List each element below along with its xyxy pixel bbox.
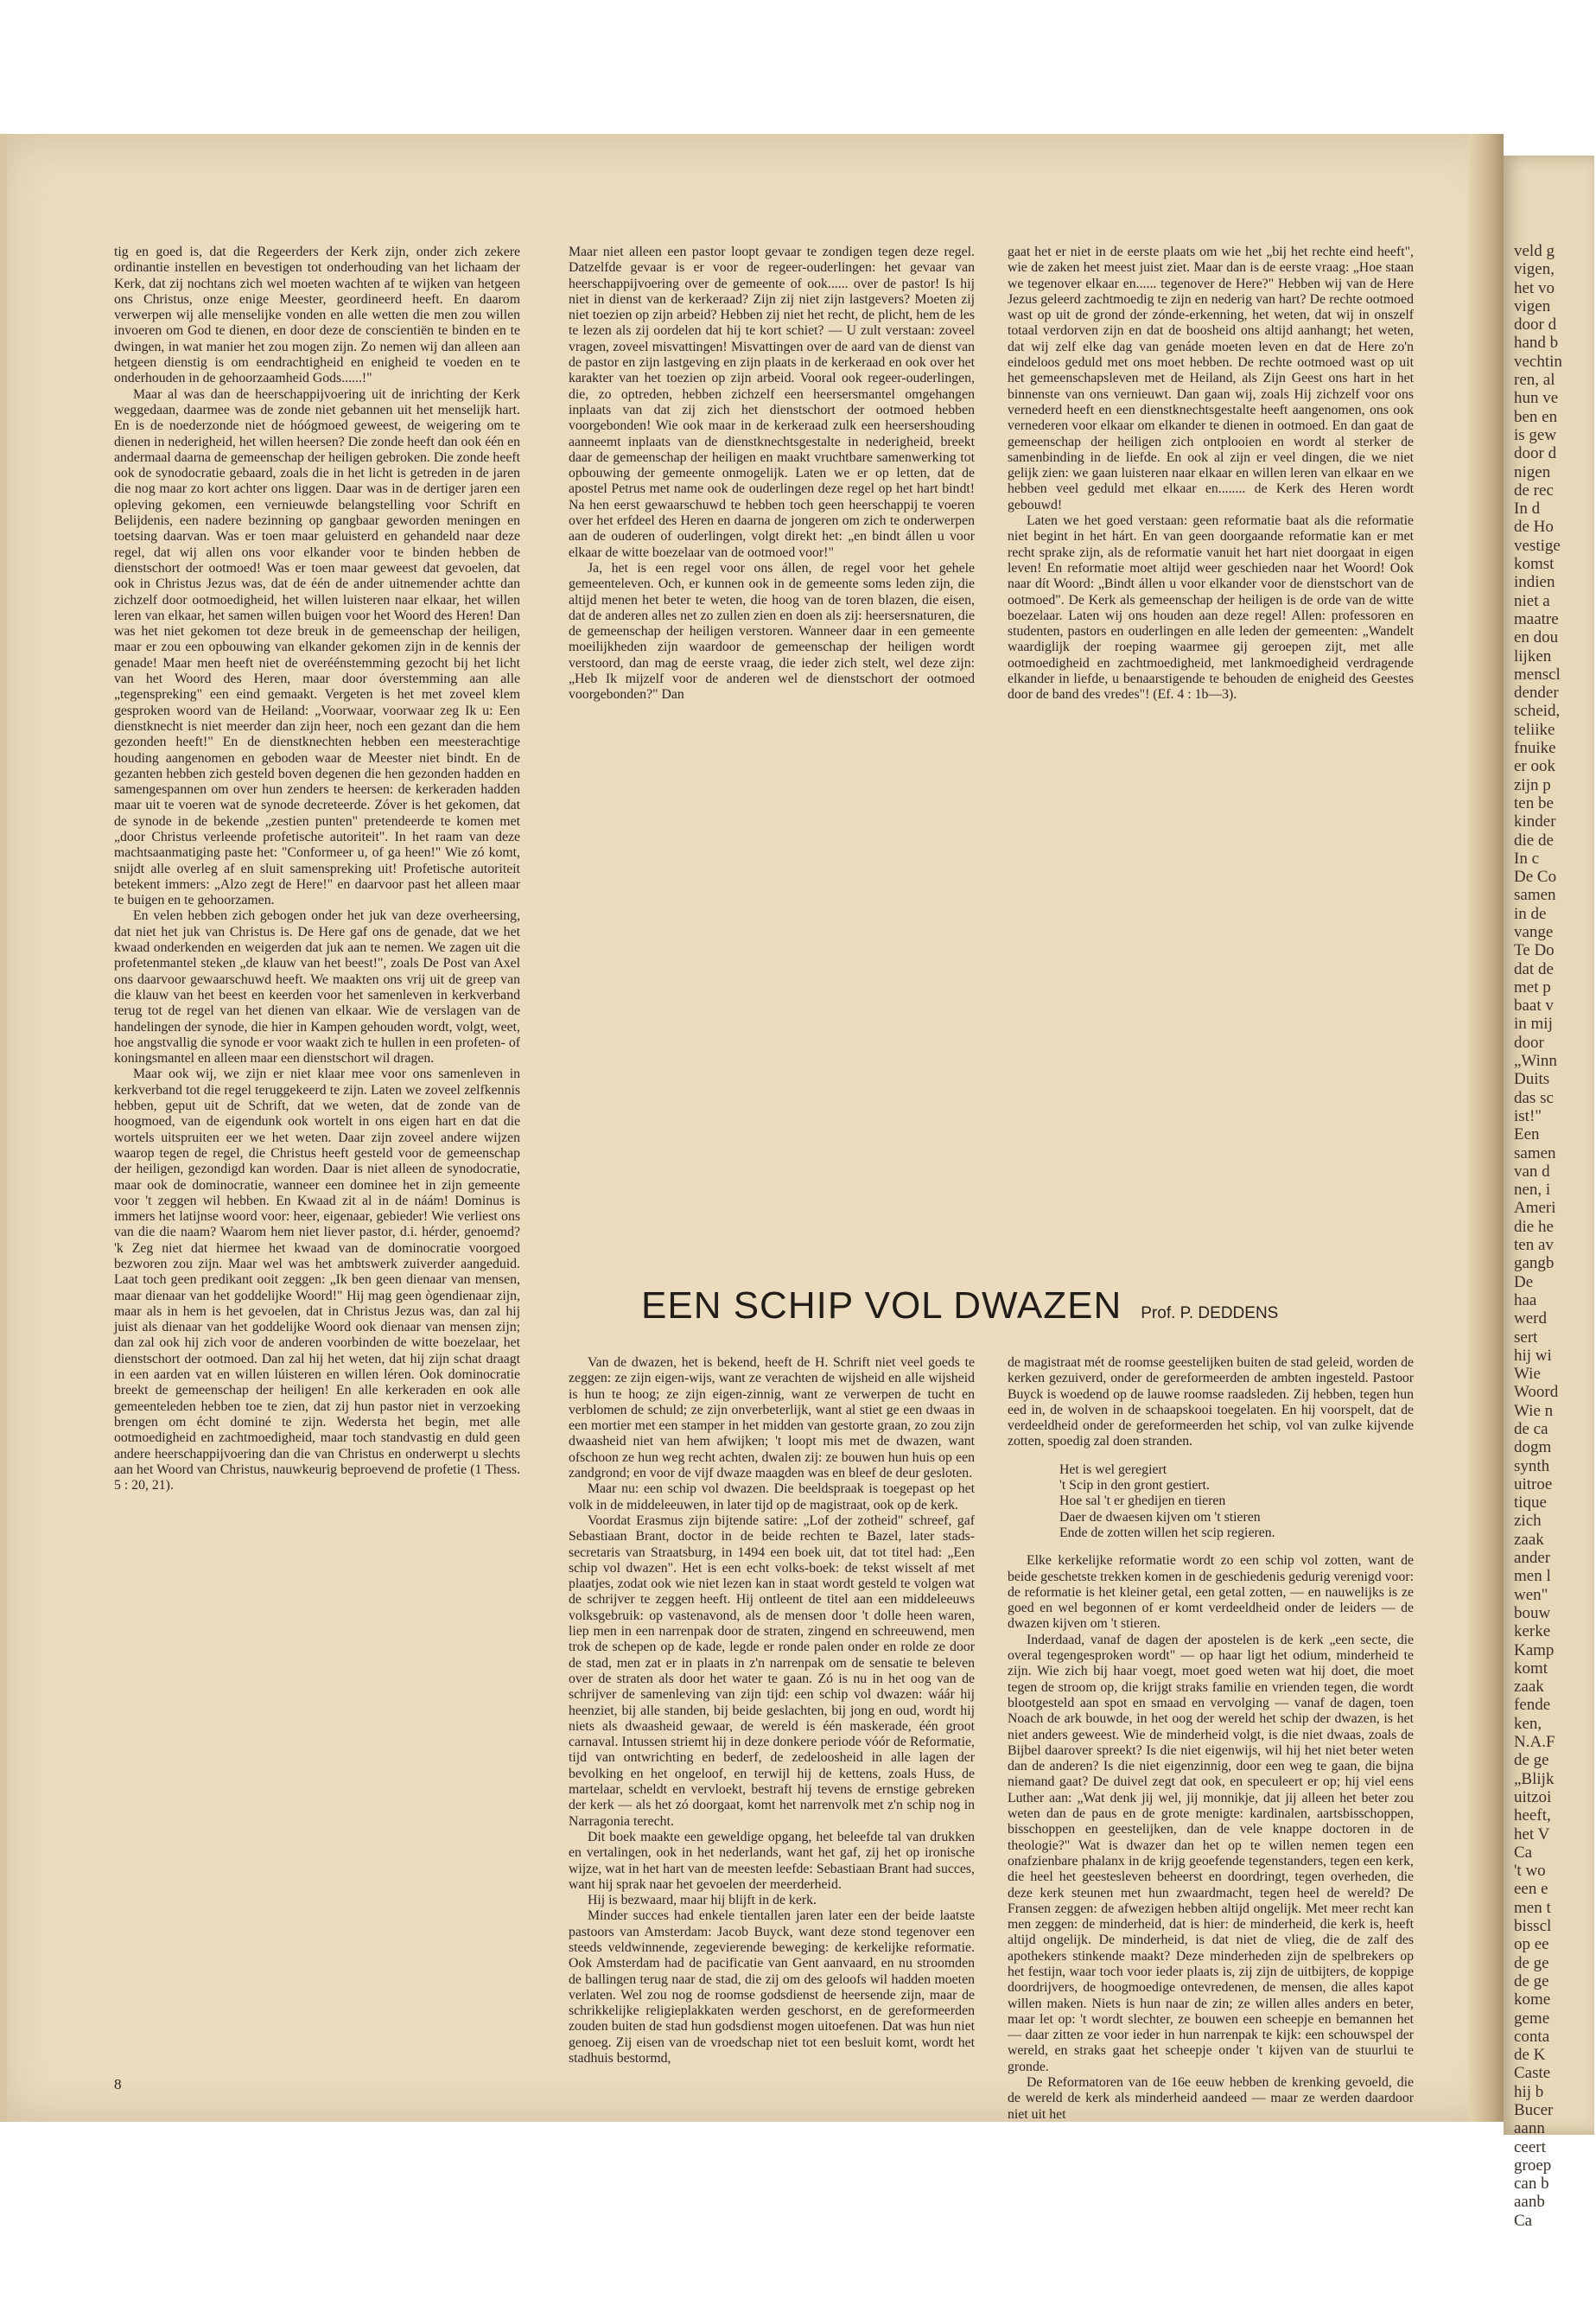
paragraph: En velen hebben zich gebogen onder het juk van deze overheersing, dat niet het juk van Christus is. De Here gaf ons de genade, dat we het kwaad onderkenden en weigerden dat juk aan te nemen. We zagen uit die profetenmantel steken „de klauw van het beest!", zoals De Post van Axel ons daarvoor gewaarschuwd heeft. We maakten ons vrij uit de greep van die klauw van het beest en keerden voor het samenleven in kerkverband terug tot de regel van het dienen van elkaar. Wie de verslagen van de handelingen der synode, die hier in Kampen gehouden wordt, volgt, weet, hoe angstvallig die synode er voor waakt zich te hullen in een profeten- of koningsmantel en alleen maar een dienstschort wil dragen. bbox=[114, 908, 520, 1067]
article-column-2 bbox=[1008, 1355, 1414, 2133]
text-fragment: De bbox=[1514, 1272, 1534, 1291]
article-header bbox=[641, 1284, 1462, 1328]
text-fragment: bouw bbox=[1514, 1603, 1551, 1622]
text-fragment: de ca bbox=[1514, 1420, 1548, 1438]
paragraph: Van de dwazen, het is bekend, heeft de H. Schrift niet veel goeds te zeggen: ze zijn eigen-wijs, want ze verachten de wijsheid en alle wijsheid is hun te hoog; ze zijn eigen-zinnig, want ze verwerpen de tucht en verblomen de schuld; ze zijn onverbeterlijk, want al stiet ge een dwaas in een mortier met een stamper in het midden van gestorte graan, zo zou zijn dwaasheid niet van hem afwijken; 't loopt mis met de dwazen, want ofschoon ze hun weg recht achten, dwalen zij: ze bouwen hun huis op een zandgrond; en voor de vijf dwaze maagden was en bleef de deur gesloten. bbox=[569, 1355, 975, 1481]
text-fragment: scheid, bbox=[1514, 702, 1561, 721]
text-fragment: Ca bbox=[1514, 1843, 1533, 1862]
poem-line: Ende de zotten willen het scip regieren. bbox=[1059, 1525, 1275, 1540]
article-column-2-text bbox=[1008, 1553, 1414, 2123]
text-fragment: niet a bbox=[1514, 591, 1550, 610]
text-fragment: dender bbox=[1514, 684, 1559, 703]
text-fragment: Een bbox=[1514, 1125, 1540, 1144]
text-fragment: men t bbox=[1514, 1898, 1551, 1917]
text-fragment: men l bbox=[1514, 1567, 1551, 1586]
paragraph: Maar niet alleen een pastor loopt gevaar te zondigen tegen deze regel. Datzelfde gevaar is er voor de regeer-ouderlingen: het gevaar van heerschappijvoering over de gemeente of ook...... over de pastor! Is hij niet in dienst van de kerkeraad? Zijn zij niet zijn lastgevers? Moeten zij niet toezien op zijn arbeid? Hebben zij niet het recht, de plicht, hem de les te lezen als zij oordelen dat hij te kort schiet? — U zult verstaan: zoveel vragen, zoveel misvattingen! Misvattingen over de aard van de dienst van de pastor en zijn lastgeving en zijn plaats in de kerkeraad en ook over het karakter van het toezien op zijn arbeid. Vooral ook regeer-ouderlingen, die, zo optreden, hebben zichzelf een heersersmantel omgehangen inplaats van dat zij zich het dienstschort der ootmoed hebben voorgebonden! Wie ook maar in de kerkeraad zulk een heersershouding aanneemt inplaats van de dienstknechtsgestalte in nederigheid, breekt daar de gemeenschap der heiligen en maakt vruchtbare samenwerking tot opbouwing der gemeente onmogelijk. Laten we er op letten, dat de apostel Petrus met name ook de ouderlingen deze regel op het hart bindt! Na hen eerst gewaarschuwd te hebben toch geen heerschappij te voeren over het erfdeel des Heren en daarna de jongeren om zich te onderwerpen aan de ouderen of ouderlingen, volgt direkt het: „en bindt állen u voor elkaar de witte boezelaar van de ootmoed voor!" bbox=[569, 245, 975, 560]
text-fragment: er ook bbox=[1514, 757, 1556, 776]
text-fragment: Woord bbox=[1514, 1383, 1559, 1402]
text-fragment: komt bbox=[1514, 1659, 1548, 1678]
text-fragment: geme bbox=[1514, 2009, 1550, 2028]
text-fragment: hij wi bbox=[1514, 1346, 1552, 1365]
text-fragment: Te Do bbox=[1514, 941, 1555, 960]
text-fragment: In c bbox=[1514, 849, 1540, 868]
text-fragment: Wie bbox=[1514, 1365, 1541, 1384]
text-fragment: Duits bbox=[1514, 1070, 1550, 1089]
text-fragment: „Winn bbox=[1514, 1052, 1557, 1071]
text-fragment: veld g bbox=[1514, 242, 1555, 260]
text-fragment: komst bbox=[1514, 555, 1555, 574]
page-edge bbox=[0, 134, 7, 2122]
text-fragment: samen bbox=[1514, 1143, 1556, 1162]
paragraph: Maar nu: een schip vol dwazen. Die beeldspraak is toegepast op het volk in de middeleeuwen, in later tijd op de magistraat, ook op de kerk. bbox=[569, 1481, 975, 1512]
text-fragment: Caste bbox=[1514, 2064, 1551, 2083]
text-fragment: maatre bbox=[1514, 609, 1559, 628]
text-fragment: wen" bbox=[1514, 1585, 1548, 1604]
paragraph: gaat het er niet in de eerste plaats om wie het „bij het rechte eind heeft", wie de zaken het meest juist ziet. Maar dan is de eerste vraag: „Hoe staan we tegenover elkaar en...... tegenover de Here?" Hebben wij van de Here Jezus geleerd zachtmoedig te zijn en nederig van hart? De rechte ootmoed wast op uit de grond der zónde-erkenning, het weten, dat wij in onszelf totaal verdorven zijn en dat de boosheid ons altijd aanhangt; het weten, dat wij zelf elke dag van genáde moeten leven en dat de Here zo'n eindeloos geduld met ons moet hebben. De rechte ootmoed wast op uit het gemeenschapsleven met de Heiland, als Zijn Geest ons hart in het binnenste van ons vernieuwt. Dan gaan wij, zoals Hij zichzelf voor ons vernederd heeft en een dienstknechtsgestalte heeft aangenomen, ons ook vernederen voor elkaar om elkander te dienen in ootmoed. En dan gaat de gemeenschap der heiligen zich ontplooien en wordt al sterker de samenbinding in de liefde. En ook al zijn er veel dingen, die we niet gelijk zien: we gaan luisteren naar elkaar en willen leren van elkaar en we hebben veel geduld met elkaar en........ de Kerk des Heren wordt gebouwd! bbox=[1008, 245, 1414, 513]
text-fragment: vechtin bbox=[1514, 352, 1562, 371]
text-fragment: werd bbox=[1514, 1309, 1547, 1328]
poem-line: Daer de dwaesen kijven om 't stieren bbox=[1059, 1509, 1261, 1525]
text-fragment: dogm bbox=[1514, 1438, 1552, 1457]
text-fragment: nigen bbox=[1514, 462, 1551, 481]
text-fragment: ceert bbox=[1514, 2137, 1546, 2156]
text-fragment: fende bbox=[1514, 1696, 1551, 1715]
article-column-1 bbox=[569, 1355, 975, 2133]
text-fragment: zich bbox=[1514, 1512, 1542, 1531]
poem bbox=[1059, 1462, 1414, 1541]
text-fragment: tique bbox=[1514, 1493, 1547, 1512]
paragraph: Dit boek maakte een geweldige opgang, het beleefde tal van drukken en vertalingen, ook in het nederlands, want het gaf, zij het op ironische wijze, wat in het hart van de meesten leefde: Sebastiaan Brant had succes, want hij sprak naar het gevoelen der meerderheid. bbox=[569, 1829, 975, 1892]
text-fragment: baat v bbox=[1514, 997, 1554, 1016]
text-fragment: de ge bbox=[1514, 1971, 1549, 1990]
text-fragment: kinder bbox=[1514, 812, 1556, 831]
text-fragment: ander bbox=[1514, 1549, 1551, 1568]
text-fragment: hun ve bbox=[1514, 389, 1559, 408]
text-fragment: conta bbox=[1514, 2027, 1550, 2046]
text-fragment: lijken bbox=[1514, 646, 1552, 666]
paragraph: Minder succes had enkele tientallen jaren later een der beide laatste pastoors van Amsterdam: Jacob Buyck, want deze stond tegenover een steeds veldwinnende, zegevierende beweging: de kerkelijke reformatie. Ook Amsterdam had de pacificatie van Gent aanvaard, en nu stroomden de ballingen terug naar de stad, die zij om des geloofs wil hadden moeten verlaten. Wel zou nog de roomse godsdienst de heersende zijn, maar de schrikkelijke religieplakkaten werden geschorst, en de gereformeerden zouden buiten de stad hun godsdienst mogen uitoefenen. Dat was hun niet genoeg. Zij eisen van de vroedschap niet tot een besluit komt, wordt het stadhuis bestormd, bbox=[569, 1908, 975, 2067]
text-fragment: groep bbox=[1514, 2156, 1552, 2175]
text-fragment: fnuike bbox=[1514, 739, 1556, 758]
paragraph: Hij is bezwaard, maar hij blijft in de kerk. bbox=[588, 1893, 817, 1908]
text-column-1 bbox=[114, 245, 520, 2077]
paragraph: Laten we het goed verstaan: geen reformatie baat als die reformatie niet begint in het hárt. En van geen doorgaande reformatie kan er met recht sprake zijn, als de reformatie vanuit het hart niet doorgaat in eigen leven! En reformatie moet altijd weer geschieden naar het Woord! Ook naar dít Woord: „Bindt állen u voor elkander voor de dienstschort van de ootmoed". De Kerk als gemeenschap der heiligen is de orde van de witte boezelaar. Laten wij ons houden aan deze regel! Allen: professoren en studenten, pastors en ouderlingen en alle leden der gemeenten: „Wandelt waardiglijk der roeping waarmee gij geroepen zijt, met alle ootmoedigheid en zachtmoedigheid, met lankmoedigheid verdragende elkander in liefde, u benaarstigende te behouden de enigheid des Geestes door de band des vredes"! (Ef. 4 : 1b—3). bbox=[1008, 513, 1414, 703]
paragraph: Maar ook wij, we zijn er niet klaar mee voor ons samenleven in kerkverband tot die regel teruggekeerd te zijn. Laten we zoveel zelfkennis hebben, geput uit de Schrift, dat we weten, dat de zonde van de hoogmoed, van de eigendunk ook wortelt in ons eigen hart en dat die wortels uitspruiten eer we het weten. Daar zijn zoveel andere wijzen waarop tegen de regel, die Christus heeft gesteld voor de gemeenschap der heiligen, gezondigd kan worden. Daar is niet alleen de synodocratie, maar ook de dominocratie, wanneer een dominee het in zijn gemeente voor 't zeggen wil hebben. En Kwaad zit al in de náám! Dominus is immers het latijnse woord voor: heer, eigenaar, gebieder! Wie verliest ons van die die naam? Waarom hem niet liever pastor, d.i. hérder, genoemd? 'k Zeg niet dat hiermee het kwaad van de dominocratie voorgoed bezworen zou zijn. Maar wel was het ambtswerk zuiverder aangeduid. Laat toch geen predikant ooit zeggen: „Ik ben geen dienaar van mensen, maar dienaar van het goddelijke Woord!" Hij mag geen ògendienaar zijn, maar als in hem is het gevoelen, dat in Christus Jezus was, dan zal hij juist als dienaar van het goddelijke Woord ook dienaar van mensen zijn; dan zal ook hij zich voor de anderen voorbinden de witte boezelaar, het dienstschort der ootmoed. Dan zal hij het weten, dat hij zijn schat draagt in een aarden vat en willen lúisteren en willen léren. Ook dominocratie breekt de gemeenschap der heiligen! En alle kerkeraden en ook alle gemeenteleden hebben toe te zien, dat zij hun pastor niet in verzoeking brengen om écht dominé te zijn. Wedersta het begin, met alle ootmoedigheid en zachtmoedigheid, maar toch standvastig en duld geen andere heerschappijvoering dan die van Christus en onderwerpt u slechts aan het Woord van Christus, nauwkeurig beproevend de profetie (1 Thess. 5 : 20, 21). bbox=[114, 1067, 520, 1493]
paragraph: Elke kerkelijke reformatie wordt zo een schip vol zotten, want de beide geschetste trekken komen in de geschiedenis gedurig verenigd voor: de reformatie is het kleiner getal, een getal zotten, — en nauwelijks is ze goed en wel begonnen of er komt verdeeldheid onder de leiders — de dwazen kijven om 't stieren. bbox=[1008, 1553, 1414, 1632]
text-fragment: zaak bbox=[1514, 1530, 1544, 1549]
article-author: Prof. P. DEDDENS bbox=[1141, 1304, 1279, 1322]
text-fragment: haa bbox=[1514, 1290, 1537, 1309]
text-column-3 bbox=[1008, 245, 1414, 1282]
text-fragment: N.A.F bbox=[1514, 1733, 1555, 1752]
text-fragment: uitroe bbox=[1514, 1474, 1553, 1493]
text-fragment: ten be bbox=[1514, 793, 1554, 812]
text-fragment: teliike bbox=[1514, 720, 1555, 739]
text-fragment: uitzoi bbox=[1514, 1787, 1552, 1806]
text-fragment: can b bbox=[1514, 2175, 1549, 2194]
text-fragment: in de bbox=[1514, 904, 1547, 923]
text-fragment: In d bbox=[1514, 500, 1541, 519]
article-title: EEN SCHIP VOL DWAZEN bbox=[641, 1284, 1122, 1327]
text-fragment: kerke bbox=[1514, 1622, 1551, 1641]
text-fragment: door d bbox=[1514, 444, 1557, 463]
text-fragment: kome bbox=[1514, 1990, 1551, 2009]
text-fragment: De Co bbox=[1514, 868, 1557, 887]
text-fragment: de ge bbox=[1514, 1751, 1549, 1770]
text-fragment: die de bbox=[1514, 831, 1554, 850]
text-fragment: Ca bbox=[1514, 2211, 1533, 2230]
text-fragment: bisscl bbox=[1514, 1917, 1552, 1936]
text-fragment: de Ho bbox=[1514, 518, 1554, 537]
text-fragment: hij b bbox=[1514, 2082, 1544, 2101]
adjacent-page bbox=[1504, 156, 1594, 2230]
text-fragment: die he bbox=[1514, 1217, 1554, 1236]
text-fragment: door bbox=[1514, 1033, 1544, 1052]
text-fragment: de K bbox=[1514, 2046, 1546, 2065]
text-fragment: Wie n bbox=[1514, 1401, 1554, 1420]
text-fragment: in mij bbox=[1514, 1015, 1553, 1034]
text-fragment: het V bbox=[1514, 1825, 1550, 1844]
paragraph: Ja, het is een regel voor ons állen, de regel voor het gehele gemeenteleven. Och, er kunnen ook in de gemeente soms leden zijn, die altijd menen het beter te weten, die hoog van de toren blazen, die eisen, dat de anderen alles net zo zullen zien en doen als zij: heersersnaturen, die de gemeenschap der heiligen verstoren. Wanneer daar in een gemeente moeilijkheden zijn waardoor de gemeenschap der heiligen wordt verstoord, dan mag de eerste vraag, die ieder zich stelt, wel deze zijn: „Heb Ik mijzelf voor de anderen wel de dienstschort der ootmoed voorgebonden?" Dan bbox=[569, 560, 975, 703]
text-fragment: gangb bbox=[1514, 1254, 1555, 1273]
poem-line: Het is wel geregiert bbox=[1059, 1462, 1167, 1477]
text-fragment: aanb bbox=[1514, 2193, 1545, 2212]
text-fragment: vigen, bbox=[1514, 260, 1555, 279]
text-fragment: op ee bbox=[1514, 1935, 1549, 1954]
paragraph: De Reformatoren van de 16e eeuw hebben de krenking gevoeld, die de wereld de kerk als minderheid aandeed — maar ze werden daardoor niet uit het bbox=[1008, 2075, 1414, 2122]
text-fragment: ren, al bbox=[1514, 371, 1555, 390]
text-fragment: ten av bbox=[1514, 1236, 1554, 1255]
text-fragment: hand b bbox=[1514, 334, 1559, 353]
paragraph: tig en goed is, dat die Regeerders der Kerk zijn, onder zich zekere ordinantie instellen en bevestigen tot onderhouding van het lichaam der Kerk, dat zij nochtans zich wel moeten wachten af te wijken van hetgeen ons Christus, onze enige Meester, geordineerd heeft. En daarom verwerpen wij alle menselijke vonden en alle wetten die men zou willen invoeren om God te dienen, en door deze de conscientiën te binden en te dwingen, in wat manier het zou mogen zijn. Zo nemen wij dan alleen aan hetgeen dienstig is om eendrachtigheid en enigheid te voeden en te onderhouden in de gehoorzaamheid Gods......!" bbox=[114, 245, 520, 386]
text-fragment: is gew bbox=[1514, 425, 1557, 444]
text-fragment: nen, i bbox=[1514, 1181, 1551, 1200]
poem-line: 't Scip in den gront gestiert. bbox=[1059, 1478, 1210, 1493]
text-fragment: een e bbox=[1514, 1880, 1548, 1899]
text-fragment: synth bbox=[1514, 1456, 1550, 1475]
text-fragment: ken, bbox=[1514, 1714, 1542, 1733]
paragraph: Inderdaad, vanaf de dagen der apostelen is de kerk „een secte, die overal tegengesproken wordt" — op haar ligt het odium, minderheid te zijn. Wie zich bij haar voegt, moet goed weten wat hij doet, die moet tegen de stroom op, die krijgt straks familie en vrienden tegen, die wordt blootgesteld aan spot en smaad en vervolging — vanaf de dagen, toen Noach de ark bouwde, in het oog der wereld het schip der dwazen, is het niet anders geweest. Wie de minderheid volgt, is die niet dwaas, zoals de Bijbel daarover spreekt? Is die niet eigenwijs, wil hij het niet beter weten dan de anderen? Is die niet eigenzinnig, door een weg te gaan, die bijna niemand gaat? De duivel zegt dat ook, en speculeert er op; hij viel eens Luther aan: „Wat denk jij wel, jij monnikje, dat jij alleen het beter zou weten dan de paus en de grote menigte: kardinalen, aartsbisschoppen, bisschoppen en geestelijken, dan de vele knappe doctoren in de theologie?" Wat is dwazer dan het op te willen nemen tegen een onafzienbare phalanx in de krijg geoefende tegenstanders, tegen een kerk, die heel het geestesleven beheerst en doordringt, tegen overheden, die deze kerk steunen met hun zwaardmacht, tegen heel de wereld? De Fransen zeggen: de afwezigen hebben altijd ongelijk. Met meer recht kan men zeggen: de minderheid, dat is hier: de minderheid, die kerk is, heeft altijd ongelijk. De minderheid, is dat niet de vlieg, die de zalf des apothekers stinkende maakt? Deze minderheden zijn de spelbrekers op het festijn, waar toch voor ieder plaats is, zij zijn de uitbijters, de koppige doordrijvers, de hoogmoedige ontevredenen, de mensen, die alles kapot willen maken. Niets is hun naar de zin; ze willen alles anders en beter, maar let op: 't wordt slechter, ze bouwen een scheepje en bemannen het — daar zitten ze voor ieder in hun narrenpak te kijk: een schouwspel der wereld, en straks gaat het scheepje onder 't kijven van de stuurlui te gronde. bbox=[1008, 1632, 1414, 2074]
page-number: 8 bbox=[114, 2076, 122, 2092]
text-fragment: dat de bbox=[1514, 959, 1554, 978]
text-fragment: het vo bbox=[1514, 278, 1555, 297]
text-column-2 bbox=[569, 245, 975, 1282]
text-fragment: Kamp bbox=[1514, 1640, 1555, 1659]
text-fragment: Bucer bbox=[1514, 2100, 1554, 2119]
text-fragment: ben en bbox=[1514, 407, 1558, 426]
adjacent-page-text bbox=[1514, 242, 1596, 2230]
text-fragment: indien bbox=[1514, 573, 1555, 592]
text-fragment: das sc bbox=[1514, 1088, 1554, 1107]
text-fragment: sert bbox=[1514, 1328, 1538, 1347]
text-fragment: „Blijk bbox=[1514, 1769, 1555, 1788]
text-fragment: de ge bbox=[1514, 1953, 1549, 1972]
text-fragment: aann bbox=[1514, 2119, 1545, 2138]
text-fragment: menscl bbox=[1514, 665, 1561, 684]
paragraph: Voordat Erasmus zijn bijtende satire: „Lof der zotheid" schreef, gaf Sebastiaan Brant, doctor in de beide rechten te Bazel, later stads-secretaris van Straatsburg, in 1494 een boek uit, dat tot titel had: „Een schip vol dwazen". Het is een echt volks-boek: de tekst wisselt af met plaatjes, zodat ook wie niet lezen kan in staat wordt gesteld te volgen wat de schrijver te zeggen heeft. Hij ontleent de titel aan een middeleeuws volksgebruik: op vastenavond, als de mensen door 't dolle heen waren, liep men in een narrenpak door de straten, zingend en schreeuwend, men trok de schepen op de kade, legde er ronde palen onder en rolde ze door de stad, men zat er in plaats in z'n narrenpak om de sensatie te beleven over de straten als door het water te gaan. Zó is nu in het oog van de schrijver de samenleving van zijn tijd: een schip vol dwazen: wáár hij heenziet, bij alle standen, bij beide geslachten, bij jong en oud, wordt hij niets als dwaasheid gewaar, de wereld is één maskerade, één groot carnaval. Intussen striemt hij in deze donkere periode vóór de Reformatie, tijd van ontwrichting en bederf, de zedeloosheid in alle lagen der bevolking en het ongeloof, en terwijl hij de kettens, zoals Huss, de martelaar, scheldt en vervloekt, bestraft hij tevens de ernstige gebreken der kerk — als het zó doorgaat, komt het narrenvolk met z'n schip nog in Narragonia terecht. bbox=[569, 1512, 975, 1829]
paragraph: Maar al was dan de heerschappijvoering uit de inrichting der Kerk weggedaan, daarmee was de zonde niet gebannen uit het menselijk hart. En is de noederzonde niet de hóógmoed geweest, de weigering om te dienen in nederigheid, het willen heersen? Die zonde heeft dan ook één en andermaal daarna de gemeenschap der heiligen gebroken. Die zonde heeft ook de synodocratie gebaard, zoals die in het licht is getreden in de jaren die nog maar zo kort achter ons liggen. Daar was in de dertiger jaren een opleving gekomen, een vernieuwde belangstelling voor Schrift en Belijdenis, een nadere bezinning op gangbaar geworden meningen en toetsing daarvan. Was er toen maar geluisterd en gehandeld naar deze regel, dat wij allen ons voor elkander voor te binden hebben de dienstschort der ootmoed! Was er toen maar geweest dat gevoelen, dat ook in Christus Jezus was, dat de één de ander uitnemender achtte dan zichzelf door ootmoedigheid, het willen luisteren naar elkaar, het willen leren van elkaar, het samen willen buigen voor het Woord des Heren! Dan was het niet gekomen tot deze breuk in de gemeenschap der heiligen, maar er zou een opbouwing van elkander gekomen zijn in de kennis der genade! Maar men heeft niet de overéénstemming gezocht bij het licht van het Woord des Heren, maar door óverstemming aan alle „tegenspreking" een eind gemaakt. Vergeten is het met zoveel klem gesproken woord van de Heiland: „Voorwaar, voorwaar zeg Ik u: Een dienstknecht is niet meerder dan zijn heer, noch een gezant dan die hem gezonden heeft!" En de dienstknechten hebben een meesterachtige houding aangenomen en geboden waar de Meester niet bindt. En de gezanten hebben zich gesteld boven degenen die hen gezonden hadden en samengespannen om over hun zenders te heersen: de kerkeraden hadden maar uit te voeren wat de synode decreteerde. Zóver is het gekomen, dat de synode in de bekende „zestien punten" pretendeerde te komen met „door Christus verleende profetische autoriteit". In het raam van deze machtsaanmatiging paste het: "Conformeer u, of ga heen!" Wie zó komt, snijdt alle overleg af en sluit samenspreking uit! Profetische autoriteit betekent immers: „Alzo zegt de Here!" en daarvoor past het alleen maar te buigen en te gehoorzamen. bbox=[114, 386, 520, 908]
text-fragment: Ameri bbox=[1514, 1199, 1556, 1218]
text-fragment: heeft, bbox=[1514, 1806, 1551, 1825]
text-fragment: 't wo bbox=[1514, 1862, 1546, 1881]
text-fragment: samen bbox=[1514, 886, 1556, 905]
page-fold bbox=[1469, 134, 1504, 2122]
text-fragment: en dou bbox=[1514, 628, 1559, 647]
text-fragment: vigen bbox=[1514, 296, 1551, 315]
text-fragment: zaak bbox=[1514, 1678, 1544, 1697]
text-fragment: de rec bbox=[1514, 481, 1554, 500]
text-fragment: vange bbox=[1514, 922, 1554, 941]
text-fragment: door d bbox=[1514, 315, 1557, 334]
text-fragment: ist!" bbox=[1514, 1106, 1542, 1125]
paragraph: de magistraat mét de roomse geestelijken buiten de stad geleid, worden de kerken gezuiverd, onder de gereformeerden de ambten ingesteld. Pastoor Buyck is woedend op de lauwe roomse raadsleden. Zij hebben, tegen hun eed in, de wolven in de schaapskooi toegelaten. En hij voorspelt, dat de verdeeldheid onder de gereformeerden het schip, vol van zulke kijvende zotten, spoedig zal doen stranden. bbox=[1008, 1355, 1414, 1449]
text-fragment: met p bbox=[1514, 978, 1551, 997]
text-fragment: vestige bbox=[1514, 536, 1561, 555]
poem-line: Hoe sal 't er ghedijen en tieren bbox=[1059, 1493, 1226, 1509]
text-fragment: van d bbox=[1514, 1162, 1550, 1181]
text-fragment: zijn p bbox=[1514, 775, 1551, 794]
